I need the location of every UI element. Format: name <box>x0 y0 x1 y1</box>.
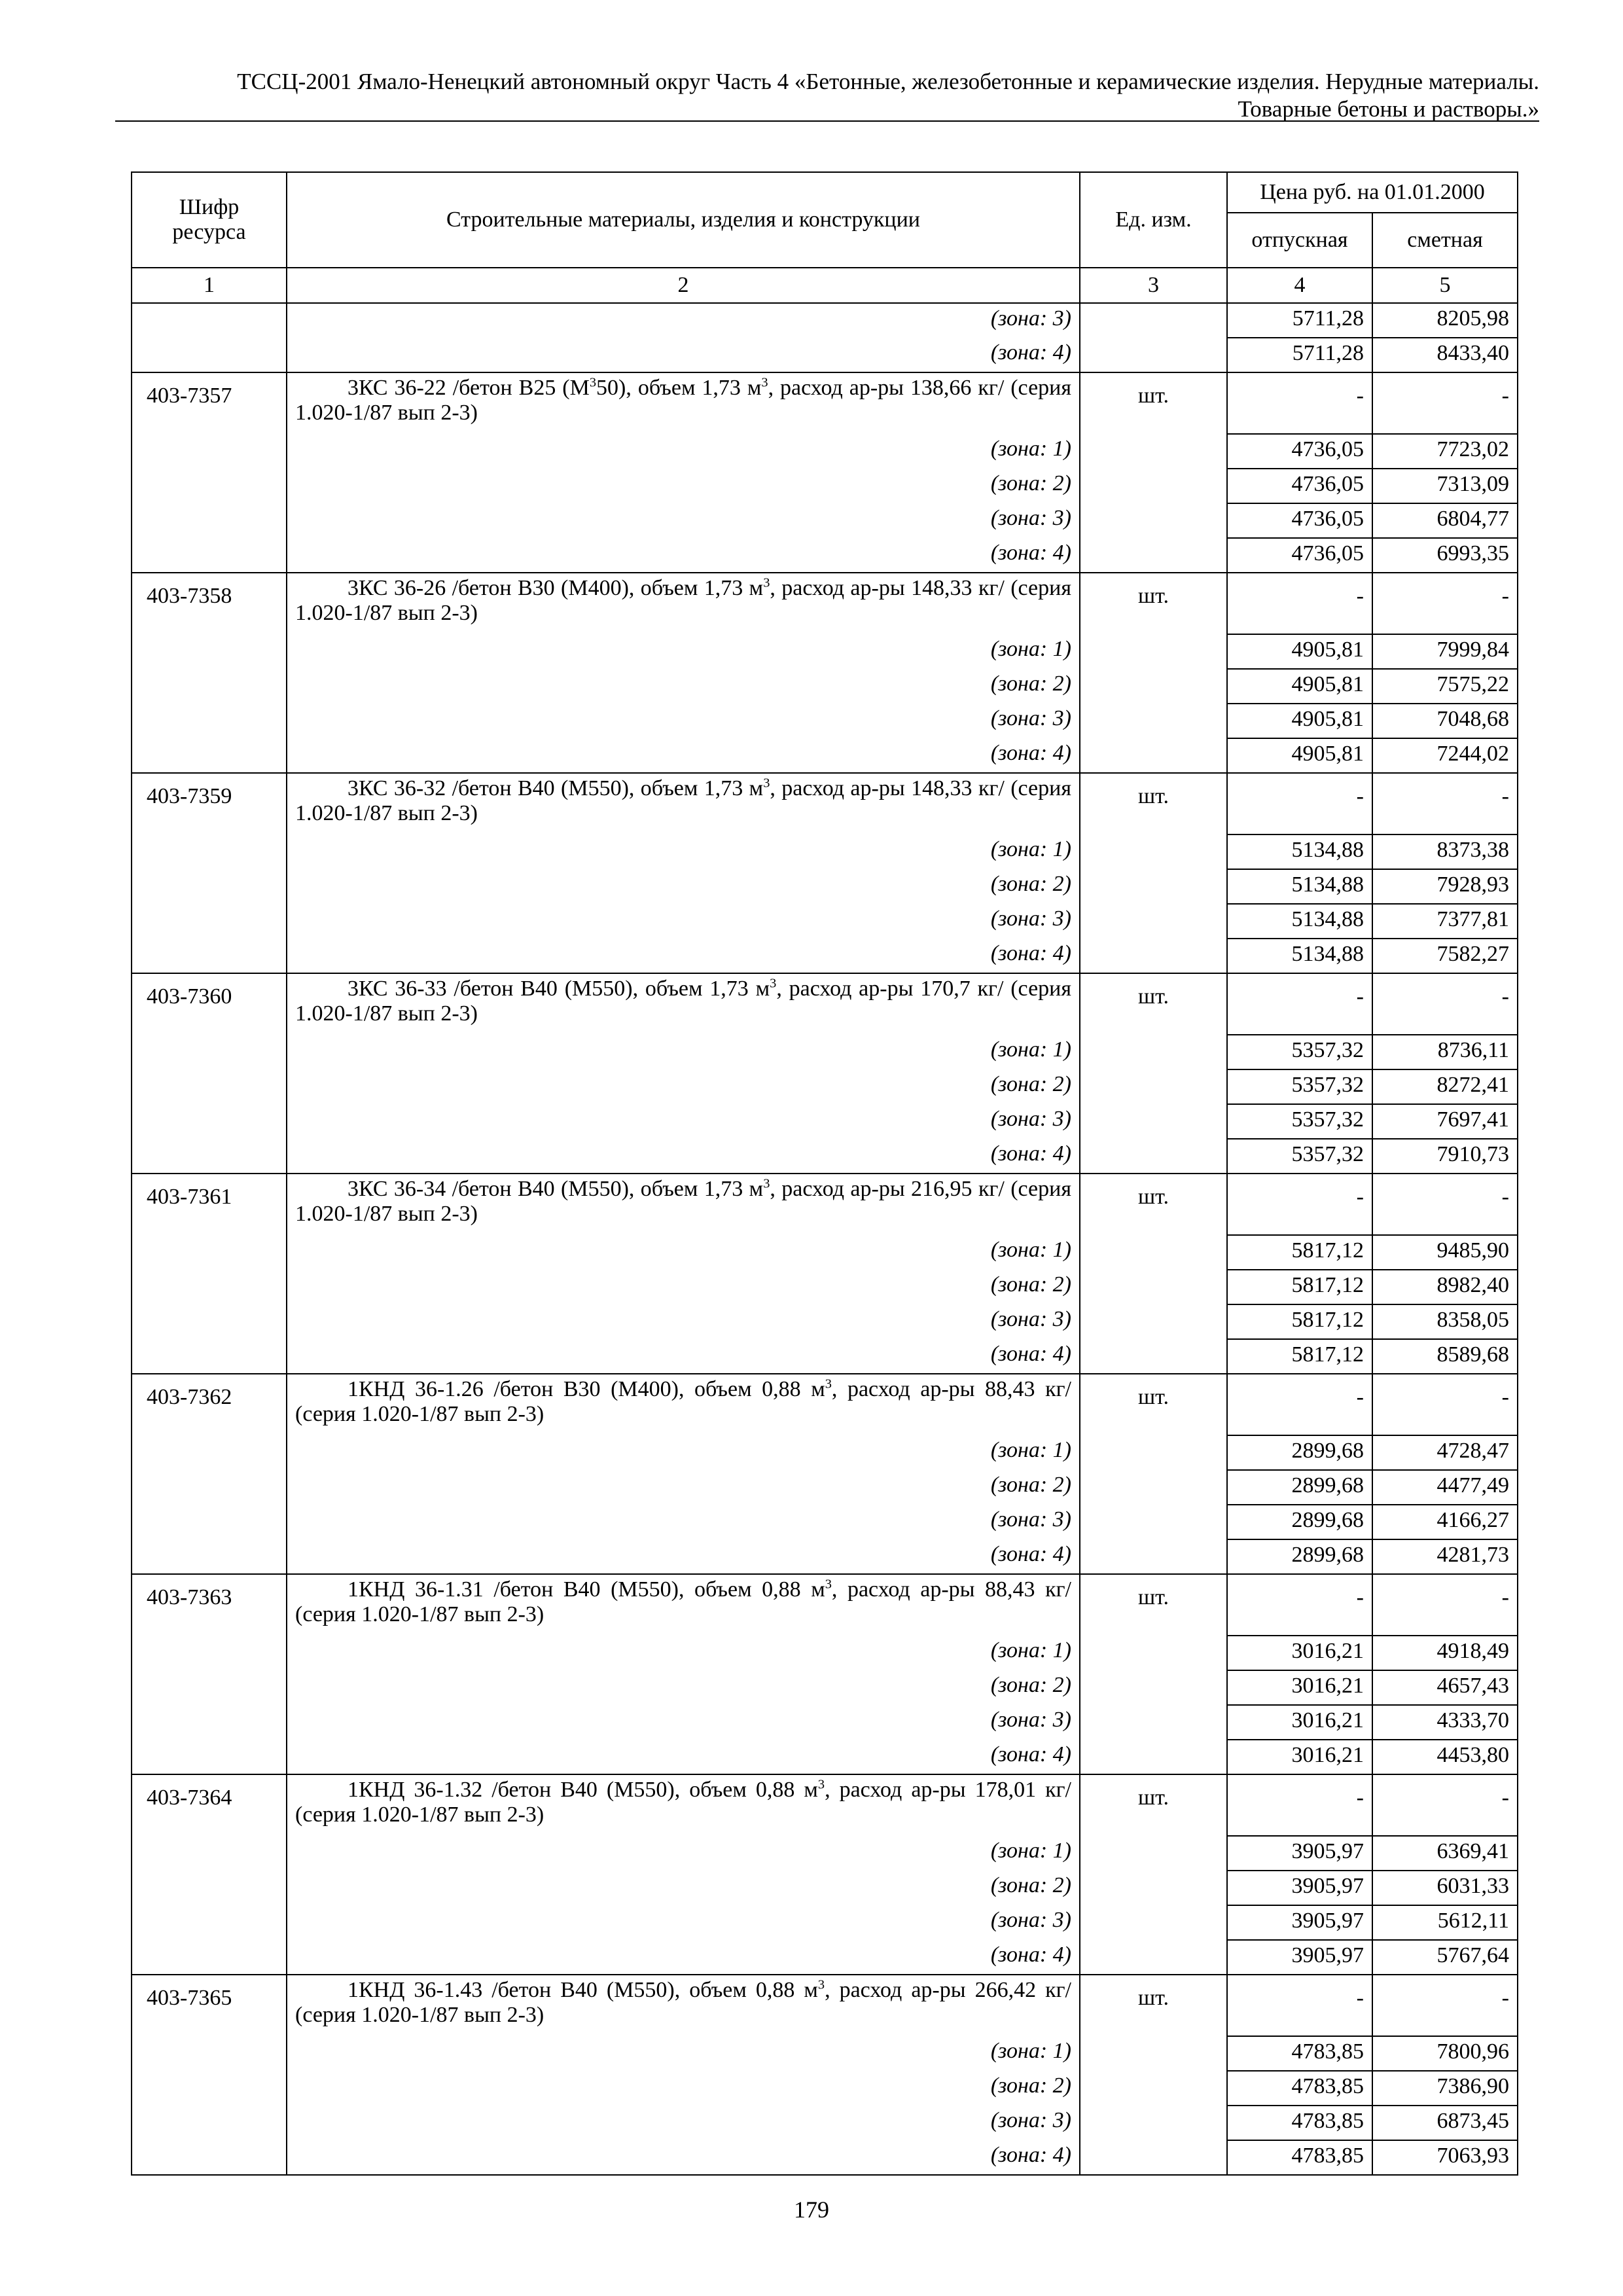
material-name-part: , расход ар-ры 88,43 кг/ (серия 1.020-1/87 вып 2-3) <box>295 1377 1071 1426</box>
zone-label: (зона: 1) <box>287 1836 1080 1871</box>
estimate-price: 8433,40 <box>1372 338 1518 372</box>
material-name <box>287 1574 1080 1636</box>
release-price: - <box>1227 773 1372 834</box>
material-name-part: 1КНД 36-1.26 /бетон В30 (М400), объем 0,88 м <box>348 1377 825 1401</box>
table-row <box>132 1435 1518 1470</box>
zone-label: (зона: 1) <box>287 834 1080 869</box>
header-line-1: ТССЦ-2001 Ямало-Ненецкий автономный округ Часть 4 «Бетонные, железобетонные и керамические изделия. Нерудные материалы. <box>237 69 1539 94</box>
release-price: 4783,85 <box>1227 2071 1372 2106</box>
table-row <box>132 1871 1518 1905</box>
resource-code: 403-7362 <box>132 1374 287 1574</box>
estimate-price: 4333,70 <box>1372 1705 1518 1740</box>
material-name <box>287 973 1080 1035</box>
resource-code: 403-7360 <box>132 973 287 1174</box>
release-price: 4905,81 <box>1227 704 1372 738</box>
resource-code: 403-7357 <box>132 372 287 573</box>
zone-label: (зона: 4) <box>287 1539 1080 1574</box>
table-row <box>132 869 1518 904</box>
zone-label: (зона: 4) <box>287 1940 1080 1975</box>
zone-label: (зона: 3) <box>287 904 1080 939</box>
table-row <box>132 1304 1518 1339</box>
estimate-price: 5612,11 <box>1372 1905 1518 1940</box>
material-name <box>287 773 1080 834</box>
estimate-price: 7582,27 <box>1372 939 1518 973</box>
superscript: 3 <box>763 575 770 590</box>
estimate-price: 7575,22 <box>1372 669 1518 704</box>
table-row <box>132 1174 1518 1235</box>
table-row <box>132 1104 1518 1139</box>
material-name-part: , расход ар-ры 170,7 кг/ (серия 1.020-1/87 вып 2-3) <box>295 977 1071 1026</box>
zone-label: (зона: 3) <box>287 1905 1080 1940</box>
material-name-part: , расход ар-ры 148,33 кг/ (серия 1.020-1/87 вып 2-3) <box>295 576 1071 625</box>
unit-cell: шт. <box>1080 1174 1227 1374</box>
table-row <box>132 704 1518 738</box>
material-name <box>287 1174 1080 1235</box>
release-price: 3016,21 <box>1227 1705 1372 1740</box>
release-price: 5134,88 <box>1227 869 1372 904</box>
material-name-part: 1КНД 36-1.32 /бетон В40 (М550), объем 0,88 м <box>348 1778 818 1802</box>
superscript: 3 <box>825 1376 832 1391</box>
header-rule <box>115 120 1539 122</box>
unit-cell: шт. <box>1080 372 1227 573</box>
release-price: 3905,97 <box>1227 1836 1372 1871</box>
estimate-price: 7313,09 <box>1372 469 1518 503</box>
zone-label: (зона: 1) <box>287 1435 1080 1470</box>
release-price: 4736,05 <box>1227 538 1372 573</box>
table-row <box>132 538 1518 573</box>
table-body <box>132 303 1518 2175</box>
zone-label: (зона: 3) <box>287 1104 1080 1139</box>
material-name-part: , расход ар-ры 178,01 кг/ (серия 1.020-1/87 вып 2-3) <box>295 1778 1071 1827</box>
release-price: 4736,05 <box>1227 503 1372 538</box>
table-row <box>132 1035 1518 1069</box>
material-name-part: 1КНД 36-1.43 /бетон В40 (М550), объем 0,88 м <box>348 1978 818 2002</box>
zone-label: (зона: 3) <box>287 303 1080 338</box>
zone-label: (зона: 1) <box>287 434 1080 469</box>
col-header-estimate: сметная <box>1372 213 1518 268</box>
release-price: 5817,12 <box>1227 1270 1372 1304</box>
col-number-5: 5 <box>1372 268 1518 303</box>
estimate-price: 7910,73 <box>1372 1139 1518 1174</box>
code-cell-empty <box>132 338 287 372</box>
superscript: 3 <box>761 375 768 390</box>
zone-label: (зона: 1) <box>287 2036 1080 2071</box>
table-row <box>132 303 1518 338</box>
unit-cell-empty <box>1080 303 1227 338</box>
estimate-price: 8736,11 <box>1372 1035 1518 1069</box>
unit-cell: шт. <box>1080 1574 1227 1774</box>
material-name-part: 1КНД 36-1.31 /бетон В40 (М550), объем 0,88 м <box>348 1577 825 1602</box>
table-row <box>132 1339 1518 1374</box>
zone-label: (зона: 1) <box>287 1636 1080 1670</box>
zone-label: (зона: 3) <box>287 2106 1080 2140</box>
release-price: 2899,68 <box>1227 1470 1372 1505</box>
col-header-unit: Ед. изм. <box>1080 172 1227 268</box>
material-name-part: 3КС 36-22 /бетон В25 (М <box>348 376 590 400</box>
table-row <box>132 634 1518 669</box>
release-price: - <box>1227 1975 1372 2036</box>
release-price: 4905,81 <box>1227 738 1372 773</box>
table-row <box>132 1139 1518 1174</box>
superscript: 3 <box>763 776 770 791</box>
table-row <box>132 1940 1518 1975</box>
release-price: 3905,97 <box>1227 1871 1372 1905</box>
estimate-price: 7723,02 <box>1372 434 1518 469</box>
resource-code: 403-7365 <box>132 1975 287 2175</box>
table-row <box>132 1740 1518 1774</box>
zone-label: (зона: 2) <box>287 869 1080 904</box>
zone-label: (зона: 1) <box>287 1035 1080 1069</box>
estimate-price: 6873,45 <box>1372 2106 1518 2140</box>
zone-label: (зона: 3) <box>287 1705 1080 1740</box>
release-price: - <box>1227 1574 1372 1636</box>
release-price: - <box>1227 973 1372 1035</box>
estimate-price: 4728,47 <box>1372 1435 1518 1470</box>
estimate-price: 8373,38 <box>1372 834 1518 869</box>
resource-code: 403-7361 <box>132 1174 287 1374</box>
zone-label: (зона: 3) <box>287 704 1080 738</box>
release-price: 5134,88 <box>1227 939 1372 973</box>
release-price: 2899,68 <box>1227 1539 1372 1574</box>
zone-label: (зона: 1) <box>287 1235 1080 1270</box>
table-row <box>132 503 1518 538</box>
zone-label: (зона: 4) <box>287 1139 1080 1174</box>
material-name <box>287 1975 1080 2036</box>
table-row <box>132 1905 1518 1940</box>
material-name <box>287 573 1080 634</box>
estimate-price: 4453,80 <box>1372 1740 1518 1774</box>
table-row <box>132 1574 1518 1636</box>
estimate-price: 6804,77 <box>1372 503 1518 538</box>
table-row <box>132 372 1518 434</box>
unit-cell: шт. <box>1080 1774 1227 1975</box>
zone-label: (зона: 4) <box>287 1740 1080 1774</box>
release-price: 2899,68 <box>1227 1435 1372 1470</box>
zone-label: (зона: 2) <box>287 1670 1080 1705</box>
estimate-price: 8205,98 <box>1372 303 1518 338</box>
estimate-price: 6031,33 <box>1372 1871 1518 1905</box>
unit-cell: шт. <box>1080 573 1227 773</box>
estimate-price: 7697,41 <box>1372 1104 1518 1139</box>
estimate-price: - <box>1372 573 1518 634</box>
col-number-4: 4 <box>1227 268 1372 303</box>
release-price: 2899,68 <box>1227 1505 1372 1539</box>
estimate-price: - <box>1372 1574 1518 1636</box>
table-row <box>132 1836 1518 1871</box>
table-row <box>132 669 1518 704</box>
material-name-part: , расход ар-ры 88,43 кг/ (серия 1.020-1/87 вып 2-3) <box>295 1577 1071 1626</box>
resource-code: 403-7358 <box>132 573 287 773</box>
header-line-2: Товарные бетоны и растворы.» <box>1238 96 1539 122</box>
estimate-price: 9485,90 <box>1372 1235 1518 1270</box>
release-price: 4783,85 <box>1227 2106 1372 2140</box>
release-price: 5711,28 <box>1227 338 1372 372</box>
table-row <box>132 1975 1518 2036</box>
estimate-price: 4657,43 <box>1372 1670 1518 1705</box>
zone-label: (зона: 3) <box>287 503 1080 538</box>
material-name <box>287 372 1080 434</box>
release-price: 3905,97 <box>1227 1905 1372 1940</box>
zone-label: (зона: 3) <box>287 1304 1080 1339</box>
material-name-part: 3КС 36-26 /бетон В30 (М400), объем 1,73 м <box>348 576 764 600</box>
table-row <box>132 773 1518 834</box>
table-row <box>132 738 1518 773</box>
table-row <box>132 939 1518 973</box>
zone-label: (зона: 3) <box>287 1505 1080 1539</box>
zone-label: (зона: 4) <box>287 939 1080 973</box>
table-row <box>132 1705 1518 1740</box>
release-price: 4736,05 <box>1227 469 1372 503</box>
estimate-price: 7244,02 <box>1372 738 1518 773</box>
table-row <box>132 1270 1518 1304</box>
material-name-part: 3КС 36-34 /бетон В40 (М550), объем 1,73 м <box>348 1177 764 1201</box>
zone-label: (зона: 2) <box>287 1470 1080 1505</box>
unit-cell: шт. <box>1080 973 1227 1174</box>
table-row <box>132 834 1518 869</box>
release-price: - <box>1227 1774 1372 1836</box>
release-price: 4905,81 <box>1227 634 1372 669</box>
table-row <box>132 1374 1518 1435</box>
material-name-part: 3КС 36-32 /бетон В40 (М550), объем 1,73 м <box>348 776 764 800</box>
table-row <box>132 469 1518 503</box>
zone-label: (зона: 4) <box>287 538 1080 573</box>
table-row <box>132 1636 1518 1670</box>
estimate-price: - <box>1372 1774 1518 1836</box>
zone-label: (зона: 2) <box>287 1069 1080 1104</box>
table-row <box>132 1235 1518 1270</box>
release-price: - <box>1227 1374 1372 1435</box>
material-name-part: 50), объем 1,73 м <box>596 376 762 400</box>
table-row <box>132 973 1518 1035</box>
table-row <box>132 434 1518 469</box>
superscript: 3 <box>817 1777 825 1792</box>
material-name-part: 3КС 36-33 /бетон В40 (М550), объем 1,73 м <box>348 977 770 1001</box>
estimate-price: - <box>1372 1975 1518 2036</box>
release-price: 3905,97 <box>1227 1940 1372 1975</box>
superscript: 3 <box>825 1577 832 1592</box>
superscript: 3 <box>817 1977 825 1992</box>
release-price: - <box>1227 372 1372 434</box>
material-name <box>287 1774 1080 1836</box>
estimate-price: 7928,93 <box>1372 869 1518 904</box>
table-head <box>132 172 1518 303</box>
estimate-price: 7377,81 <box>1372 904 1518 939</box>
release-price: 5357,32 <box>1227 1035 1372 1069</box>
table-row <box>132 1069 1518 1104</box>
table-row <box>132 2140 1518 2175</box>
zone-label: (зона: 2) <box>287 1871 1080 1905</box>
table-row <box>132 573 1518 634</box>
estimate-price: 7386,90 <box>1372 2071 1518 2106</box>
zone-label: (зона: 2) <box>287 469 1080 503</box>
estimate-price: 8358,05 <box>1372 1304 1518 1339</box>
table-row <box>132 2071 1518 2106</box>
zone-label: (зона: 4) <box>287 338 1080 372</box>
estimate-price: 7800,96 <box>1372 2036 1518 2071</box>
estimate-price: - <box>1372 973 1518 1035</box>
col-number-3: 3 <box>1080 268 1227 303</box>
release-price: 5711,28 <box>1227 303 1372 338</box>
estimate-price: 8982,40 <box>1372 1270 1518 1304</box>
table-row <box>132 2036 1518 2071</box>
material-name-part: , расход ар-ры 216,95 кг/ (серия 1.020-1/87 вып 2-3) <box>295 1177 1071 1226</box>
resource-code: 403-7359 <box>132 773 287 973</box>
col-number-1: 1 <box>132 268 287 303</box>
release-price: 5134,88 <box>1227 834 1372 869</box>
col-header-name: Строительные материалы, изделия и конструкции <box>287 172 1080 268</box>
release-price: 5357,32 <box>1227 1139 1372 1174</box>
resource-code: 403-7364 <box>132 1774 287 1975</box>
zone-label: (зона: 2) <box>287 1270 1080 1304</box>
unit-cell: шт. <box>1080 773 1227 973</box>
col-number-2: 2 <box>287 268 1080 303</box>
material-name-part: , расход ар-ры 138,66 кг/ (серия 1.020-1/87 вып 2-3) <box>295 376 1071 425</box>
unit-cell-empty <box>1080 338 1227 372</box>
material-name-part: , расход ар-ры 148,33 кг/ (серия 1.020-1/87 вып 2-3) <box>295 776 1071 825</box>
unit-cell: шт. <box>1080 1975 1227 2175</box>
release-price: 3016,21 <box>1227 1740 1372 1774</box>
estimate-price: - <box>1372 372 1518 434</box>
estimate-price: 8272,41 <box>1372 1069 1518 1104</box>
table-row <box>132 1470 1518 1505</box>
page-number: 179 <box>794 2197 829 2223</box>
col-header-price: Цена руб. на 01.01.2000 <box>1227 172 1518 213</box>
table-row <box>132 338 1518 372</box>
superscript: 3 <box>770 976 777 991</box>
release-price: 3016,21 <box>1227 1670 1372 1705</box>
release-price: 5134,88 <box>1227 904 1372 939</box>
superscript: 3 <box>589 375 597 390</box>
estimate-price: 6993,35 <box>1372 538 1518 573</box>
release-price: - <box>1227 1174 1372 1235</box>
code-cell-empty <box>132 303 287 338</box>
estimate-price: 8589,68 <box>1372 1339 1518 1374</box>
release-price: 5817,12 <box>1227 1339 1372 1374</box>
resource-code: 403-7363 <box>132 1574 287 1774</box>
estimate-price: 4477,49 <box>1372 1470 1518 1505</box>
col-header-code: Шифр ресурса <box>132 172 287 268</box>
price-table <box>131 171 1518 2176</box>
col-header-release: отпускная <box>1227 213 1372 268</box>
table-row <box>132 1505 1518 1539</box>
table-row <box>132 1670 1518 1705</box>
estimate-price: 4918,49 <box>1372 1636 1518 1670</box>
zone-label: (зона: 4) <box>287 2140 1080 2175</box>
release-price: 4783,85 <box>1227 2140 1372 2175</box>
estimate-price: 6369,41 <box>1372 1836 1518 1871</box>
release-price: 3016,21 <box>1227 1636 1372 1670</box>
zone-label: (зона: 2) <box>287 669 1080 704</box>
page-header <box>115 68 1539 123</box>
release-price: 4736,05 <box>1227 434 1372 469</box>
release-price: 5357,32 <box>1227 1069 1372 1104</box>
estimate-price: - <box>1372 773 1518 834</box>
release-price: 5817,12 <box>1227 1235 1372 1270</box>
release-price: 4783,85 <box>1227 2036 1372 2071</box>
estimate-price: 7999,84 <box>1372 634 1518 669</box>
estimate-price: - <box>1372 1174 1518 1235</box>
estimate-price: 7063,93 <box>1372 2140 1518 2175</box>
release-price: 5357,32 <box>1227 1104 1372 1139</box>
material-name <box>287 1374 1080 1435</box>
estimate-price: 7048,68 <box>1372 704 1518 738</box>
superscript: 3 <box>763 1176 770 1191</box>
release-price: 4905,81 <box>1227 669 1372 704</box>
table-row <box>132 1774 1518 1836</box>
material-name-part: , расход ар-ры 266,42 кг/ (серия 1.020-1/87 вып 2-3) <box>295 1978 1071 2027</box>
release-price: 5817,12 <box>1227 1304 1372 1339</box>
unit-cell: шт. <box>1080 1374 1227 1574</box>
estimate-price: 5767,64 <box>1372 1940 1518 1975</box>
table-row <box>132 2106 1518 2140</box>
table-row <box>132 1539 1518 1574</box>
zone-label: (зона: 4) <box>287 1339 1080 1374</box>
zone-label: (зона: 2) <box>287 2071 1080 2106</box>
estimate-price: - <box>1372 1374 1518 1435</box>
table-row <box>132 904 1518 939</box>
zone-label: (зона: 4) <box>287 738 1080 773</box>
estimate-price: 4166,27 <box>1372 1505 1518 1539</box>
release-price: - <box>1227 573 1372 634</box>
estimate-price: 4281,73 <box>1372 1539 1518 1574</box>
zone-label: (зона: 1) <box>287 634 1080 669</box>
